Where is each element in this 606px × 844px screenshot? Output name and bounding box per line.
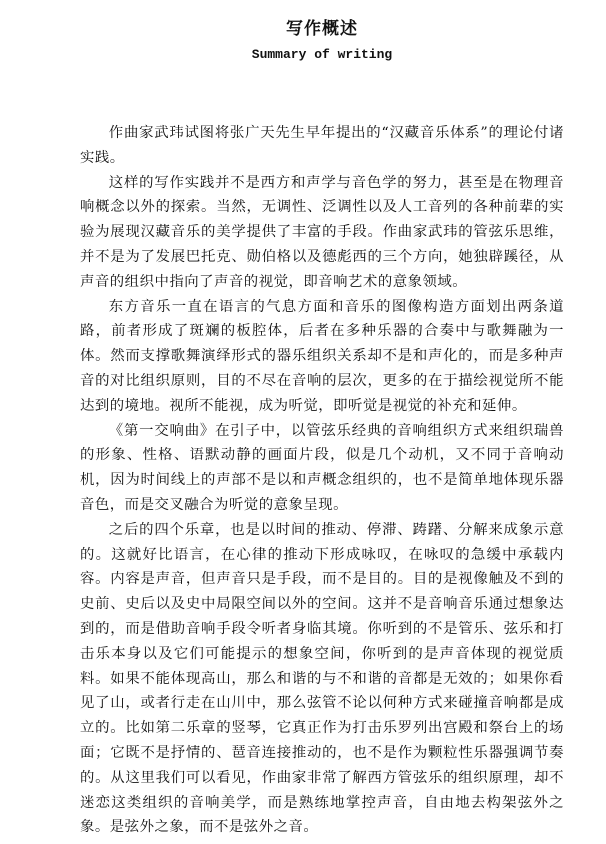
- paragraph: 东方音乐一直在语言的气息方面和音乐的图像构造方面划出两条道路，前者形成了斑斓的板腔体，后者在多种乐器的合奏中与歌舞融为一体。然而支撑歌舞演绎形式的器乐组织关系却不是和声化的，而是多种声音的对比组织原则，目的不尽在音响的层次，更多的在于描绘视觉所不能达到的境地。视所不能视，成为听觉，即听觉是视觉的补充和延伸。: [80, 298, 564, 414]
- paragraph: 这样的写作实践并不是西方和声学与音色学的努力，甚至是在物理音响概念以外的探索。当然，无调性、泛调性以及人工音列的各种前辈的实验为展现汉藏音乐的美学提供了丰富的手段。作曲家武玮的管弦乐思维，并不是为了发展巴托克、勋伯格以及德彪西的三个方向，她独辟蹊径，从声音的组织中指向了声音的视觉，即音响艺术的意象领域。: [80, 174, 564, 290]
- paragraph: 之后的四个乐章，也是以时间的推动、停滞、踌躇、分解来成象示意的。这就好比语言，在心律的推动下形成咏叹，在咏叹的急缓中承载内容。内容是声音，但声音只是手段，而不是目的。目的是视像触及不到的史前、史后以及史中局限空间以外的空间。这并不是音响音乐通过想象达到的，而是借助音响手段令听者身临其境。你听到的不是管乐、弦乐和打击乐本身以及它们可能提示的想象空间，你听到的是声音体现的视觉质料。如果不能体现高山，那么和谐的与不和谐的音都是无效的；如果你看见了山，或者行走在山川中，那么弦管不论以何种方式来碰撞音响都是成立的。比如第二乐章的竖琴，它真正作为打击乐罗列出宫殿和祭台上的场面；它既不是抒情的、琶音连接推动的，也不是作为颗粒性乐器强调节奏的。从这里我们可以看见，作曲家非常了解西方管弦乐的组织原理，却不迷恋这类组织的音响美学，而是熟练地掌控声音，自由地去构架弦外之象。是弦外之象，而不是弦外之音。: [80, 521, 564, 836]
- document-body: [80, 121, 564, 840]
- paragraph: 作曲家武玮试图将张广天先生早年提出的“汉藏音乐体系”的理论付诸实践。: [80, 125, 564, 166]
- paragraph: 《第一交响曲》在引子中，以管弦乐经典的音响组织方式来组织瑞兽的形象、性格、语默动静的画面片段，似是几个动机，又不同于音响动机，因为时间线上的声部不是以和声概念组织的，也不是简单地体现乐器音色，而是交叉融合为听觉的意象呈现。: [80, 422, 564, 513]
- document-subtitle: Summary of writing: [251, 47, 393, 62]
- document-title: 写作概述: [286, 19, 358, 39]
